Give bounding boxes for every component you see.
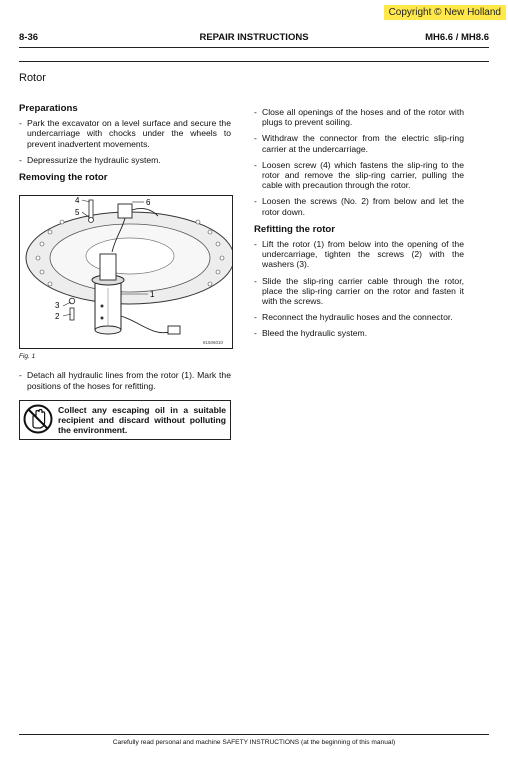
refitting-heading: Refitting the rotor xyxy=(254,223,336,235)
list-item: - Reconnect the hydraulic hoses and the connector. xyxy=(254,312,453,323)
figure-caption: Fig. 1 xyxy=(19,353,36,361)
left-column xyxy=(19,104,231,440)
right-column xyxy=(254,107,464,345)
header-rule-lower xyxy=(19,61,489,62)
callout-2: 2 xyxy=(55,312,60,322)
footer-rule xyxy=(19,734,489,735)
copyright-badge: Copyright © New Holland xyxy=(384,5,506,20)
list-item: - Withdraw the connector from the electric slip-ring carrier at the undercarriage. xyxy=(254,133,464,154)
header-model: MH6.6 / MH8.6 xyxy=(425,32,489,43)
header-rule xyxy=(19,47,489,48)
page-number: 8-36 xyxy=(19,32,39,43)
callout-5: 5 xyxy=(75,208,80,218)
list-item: - Slide the slip-ring carrier cable through the rotor, place the slip-ring carrier on the rotor and fasten it with the screws. xyxy=(254,275,464,307)
list-item: - Close all openings of the hoses and of the rotor with plugs to prevent soiling. xyxy=(254,107,464,128)
callout-6: 6 xyxy=(146,198,151,208)
list-item: - Loosen screw (4) which fastens the slip-ring to the rotor and remove the slip-ring carrier, pulling the cable with precaution through the rotor. xyxy=(254,159,464,191)
figure-code: 81506010 xyxy=(203,340,224,346)
notice-text: Collect any escaping oil in a suitable recipient and discard without polluting the environment. xyxy=(58,404,226,435)
callout-4: 4 xyxy=(75,196,80,206)
list-item: - Detach all hydraulic lines from the rotor (1). Mark the positions of the hoses for refitting. xyxy=(19,370,231,391)
header-title: REPAIR INSTRUCTIONS xyxy=(199,32,309,43)
environment-notice xyxy=(19,400,231,440)
rotor-figure xyxy=(19,195,233,349)
list-item: - Depressurize the hydraulic system. xyxy=(19,154,161,165)
page-footer: Carefully read personal and machine SAFETY INSTRUCTIONS (at the beginning of this manual) xyxy=(112,739,396,746)
preparations-heading: Preparations xyxy=(19,103,78,114)
hand-warning-icon xyxy=(23,404,53,436)
list-item: - Loosen the screws (No. 2) from below and let the rotor down. xyxy=(254,196,464,217)
callout-1: 1 xyxy=(150,290,155,300)
page-header xyxy=(19,32,489,46)
removing-heading: Removing the rotor xyxy=(19,172,108,184)
section-title: Rotor xyxy=(19,72,46,84)
list-item: - Lift the rotor (1) from below into the opening of the undercarriage, tighten the screws (2) with the washers (3). xyxy=(254,239,464,270)
rotor-diagram xyxy=(20,196,232,348)
callout-3: 3 xyxy=(55,301,60,311)
list-item: - Bleed the hydraulic system. xyxy=(254,328,368,339)
list-item: - Park the excavator on a level surface and secure the undercarriage with chocks under the wheels to prevent inadvertent movements. xyxy=(19,118,231,149)
